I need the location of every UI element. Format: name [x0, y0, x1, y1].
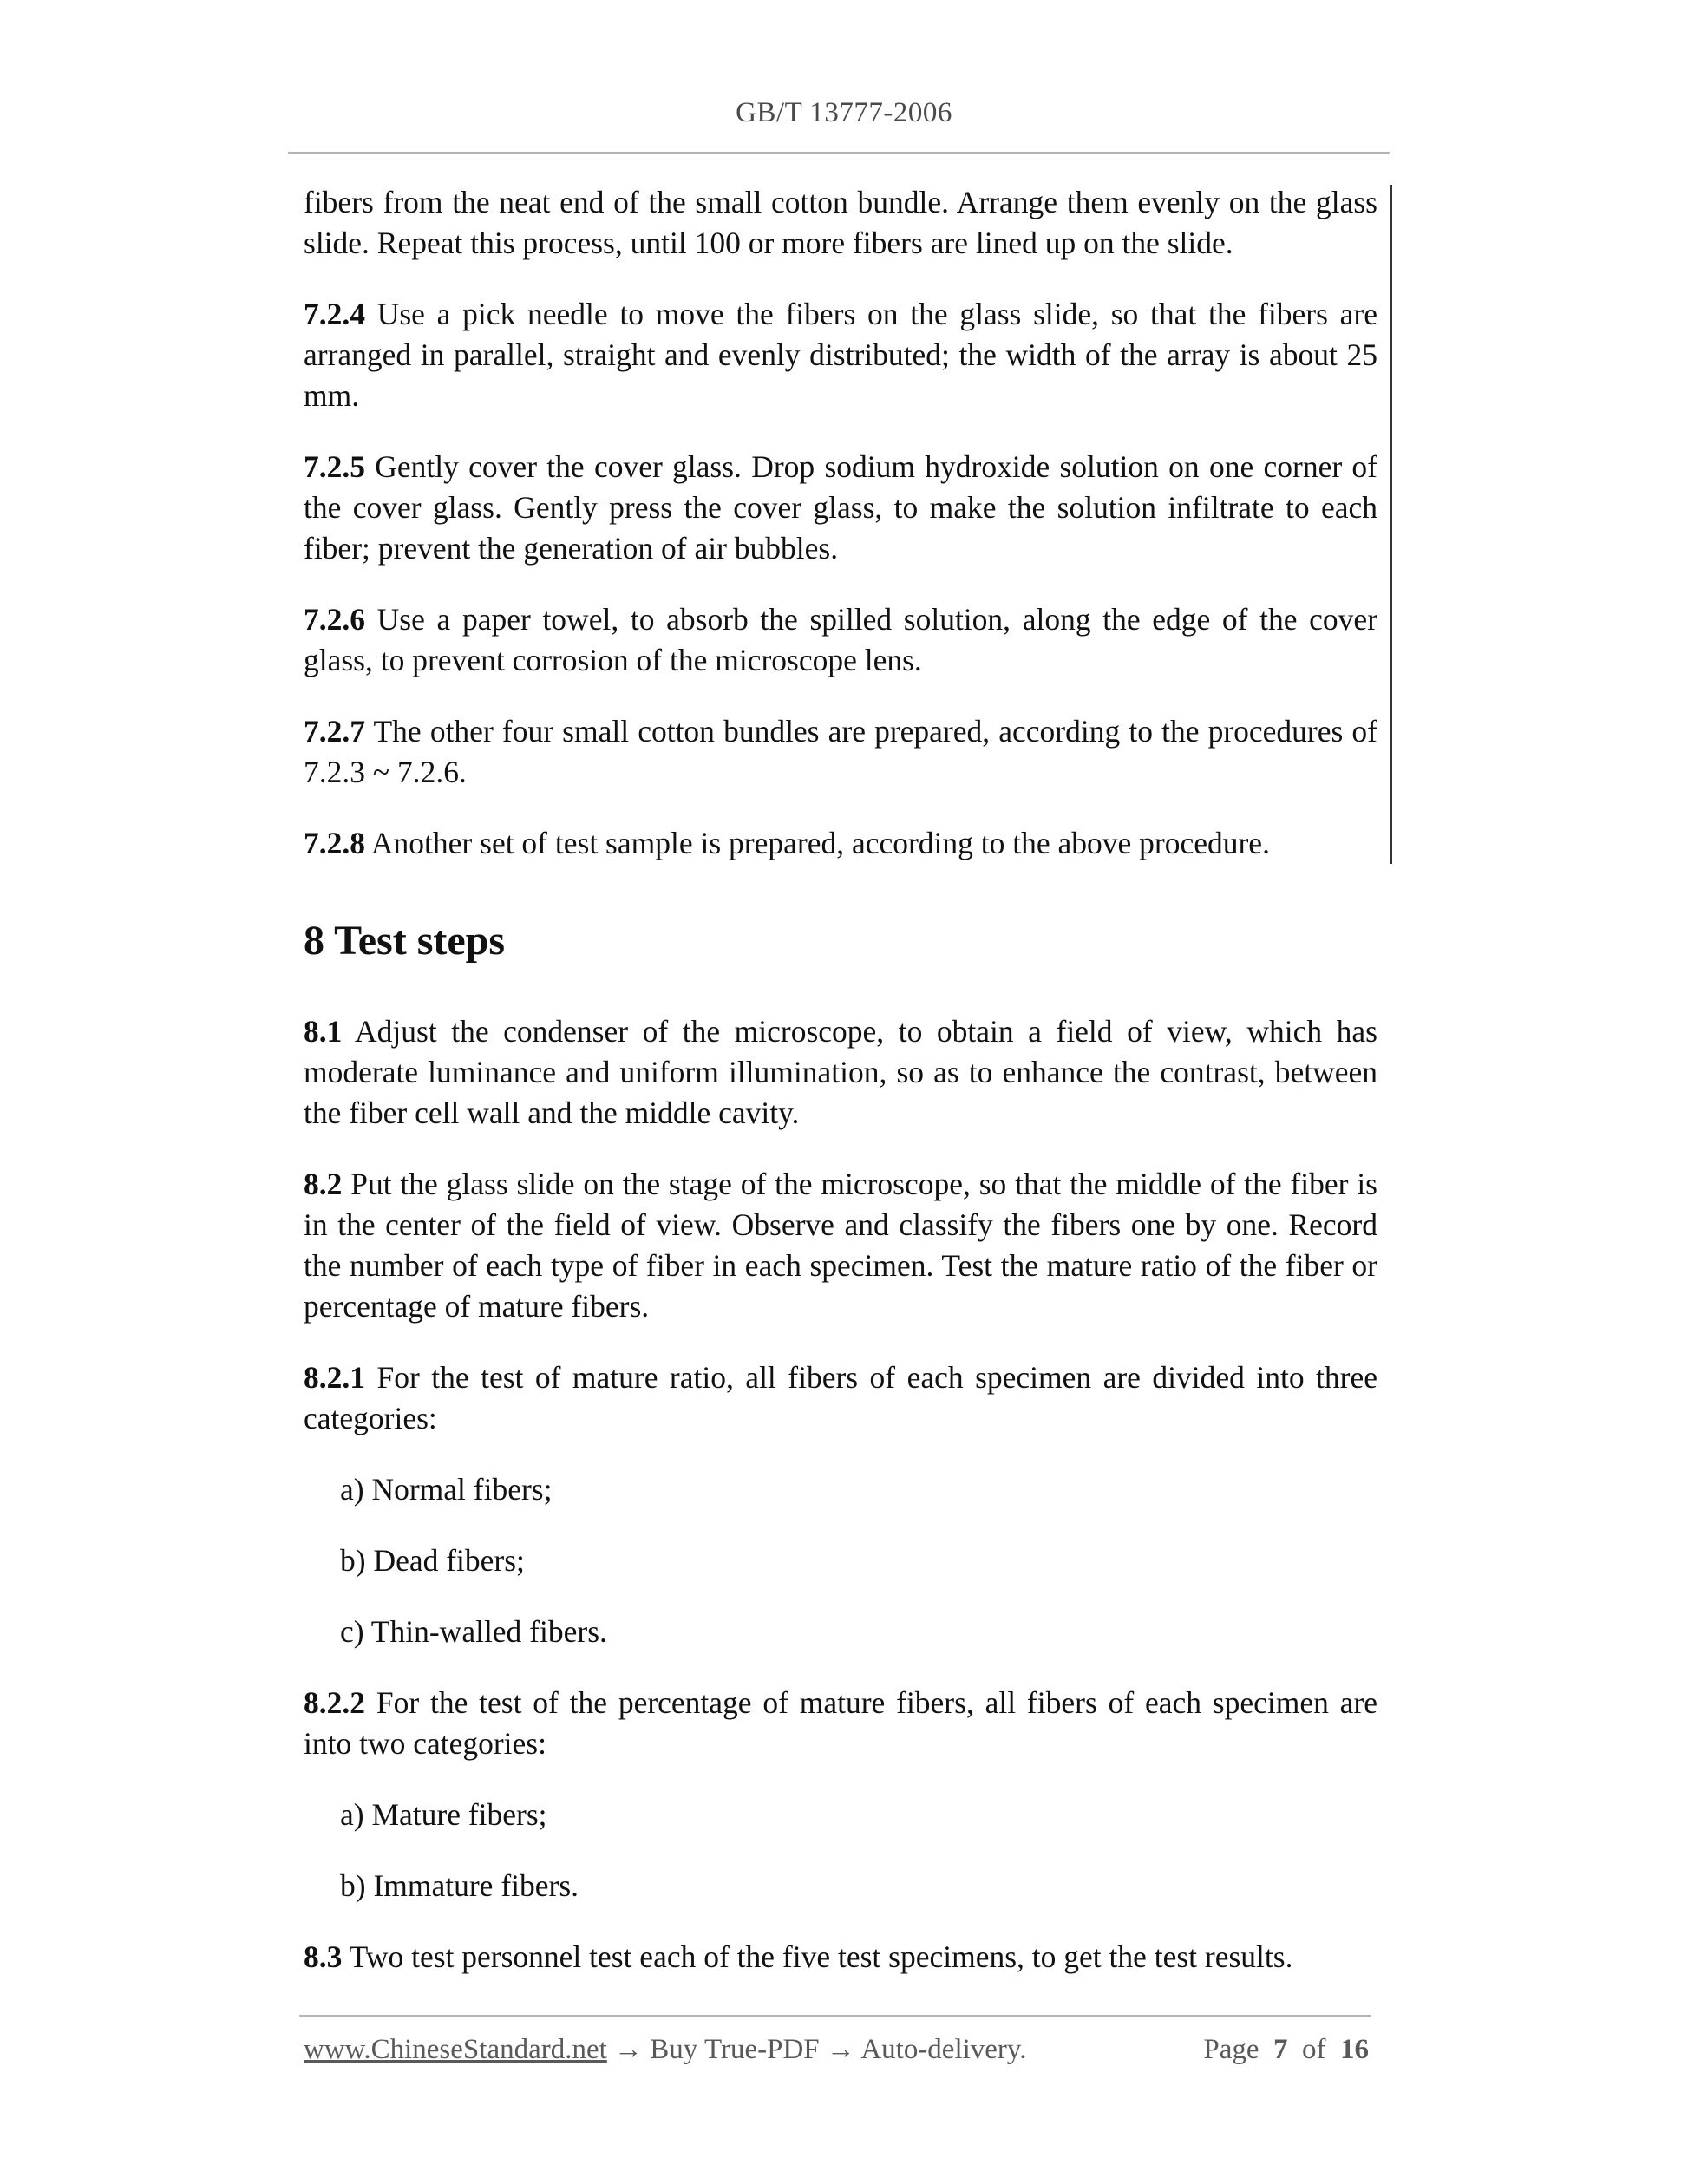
page-header: GB/T 13777-2006 — [736, 97, 952, 128]
list-item: a) Normal fibers; — [340, 1472, 553, 1507]
clause-number: 7.2.8 — [304, 826, 365, 860]
clause-number: 8.2.1 — [304, 1360, 365, 1395]
list-item: a) Mature fibers; — [340, 1797, 547, 1832]
clause-8-2-1 — [304, 1357, 1377, 1439]
arrow-right-icon: → — [614, 2034, 644, 2065]
clause-text: Two test personnel test each of the five test specimens, to get the test results. — [349, 1939, 1293, 1974]
page-label: Page — [1203, 2034, 1259, 2065]
clause-8-1 — [304, 1011, 1377, 1134]
clause-number: 8.3 — [304, 1939, 343, 1974]
clause-7-2-6 — [304, 599, 1377, 681]
clause-text: Another set of test sample is prepared, according to the above procedure. — [370, 826, 1270, 860]
revision-change-bar — [1390, 185, 1392, 864]
header-divider — [288, 152, 1390, 154]
clause-text: For the test of mature ratio, all fibers of each specimen are divided into three categories: — [304, 1360, 1377, 1435]
clause-number: 7.2.4 — [304, 297, 365, 331]
clause-number: 8.2 — [304, 1167, 343, 1201]
clause-number: 7.2.6 — [304, 602, 365, 637]
website-link[interactable]: www.ChineseStandard.net — [304, 2034, 607, 2065]
paragraph-text: fibers from the neat end of the small cotton bundle. Arrange them evenly on the glass slide. Repeat this process, until 100 or more fibers are lined up on the slide. — [304, 185, 1377, 260]
clause-7-2-4 — [304, 294, 1377, 416]
footer-divider — [299, 2015, 1371, 2017]
clause-text: Put the glass slide on the stage of the microscope, so that the middle of the fiber is in the center of the field of view. Observe and classify the fibers one by one. Record the number of each type of fiber in each specimen. Test the mature ratio of the fiber or percentage of mature fibers. — [304, 1167, 1377, 1324]
arrow-right-icon: → — [826, 2034, 855, 2065]
clause-text: Use a paper towel, to absorb the spilled solution, along the edge of the cover glass, to prevent corrosion of the microscope lens. — [304, 602, 1378, 677]
clause-number: 7.2.5 — [304, 449, 365, 484]
clause-text: Adjust the condenser of the microscope, to obtain a field of view, which has moderate luminance and uniform illumination, so as to enhance the contrast, between the fiber cell wall and the middle cavity. — [304, 1014, 1377, 1130]
clause-8-3 — [304, 1937, 1377, 1978]
clause-text: Gently cover the cover glass. Drop sodium hydroxide solution on one corner of the cover glass. Gently press the cover glass, to make the solution infiltrate to each fiber; prevent the generation of air bubbles. — [304, 449, 1377, 566]
list-item: b) Immature fibers. — [340, 1868, 579, 1903]
buy-true-pdf-text: Buy True-PDF — [650, 2034, 820, 2065]
paragraph-continuation — [304, 182, 1377, 264]
current-page: 7 — [1273, 2034, 1288, 2065]
clause-number: 8.2.2 — [304, 1685, 365, 1720]
list-item: c) Thin-walled fibers. — [340, 1614, 607, 1649]
clause-7-2-7 — [304, 711, 1377, 793]
footer-promo — [304, 2030, 1027, 2070]
clause-text: The other four small cotton bundles are prepared, according to the procedures of 7.2.3 ~ 7.2.6. — [304, 714, 1378, 789]
clause-number: 7.2.7 — [304, 714, 365, 749]
page-number — [1203, 2030, 1369, 2070]
list-item: b) Dead fibers; — [340, 1543, 525, 1578]
clause-text: For the test of the percentage of mature fibers, all fibers of each specimen are into two categories: — [304, 1685, 1378, 1761]
total-pages: 16 — [1340, 2034, 1369, 2065]
clause-text: Use a pick needle to move the fibers on the glass slide, so that the fibers are arranged in parallel, straight and evenly distributed; the width of the array is about 25 mm. — [304, 297, 1377, 413]
document-body — [304, 182, 1377, 2008]
section-heading-test-steps: 8 Test steps — [304, 918, 506, 964]
clause-7-2-5 — [304, 447, 1377, 569]
clause-7-2-8 — [304, 823, 1377, 864]
clause-8-2-2 — [304, 1683, 1377, 1764]
clause-number: 8.1 — [304, 1014, 343, 1049]
clause-8-2 — [304, 1164, 1377, 1327]
of-label: of — [1302, 2034, 1326, 2065]
auto-delivery-text: Auto-delivery. — [860, 2034, 1027, 2065]
